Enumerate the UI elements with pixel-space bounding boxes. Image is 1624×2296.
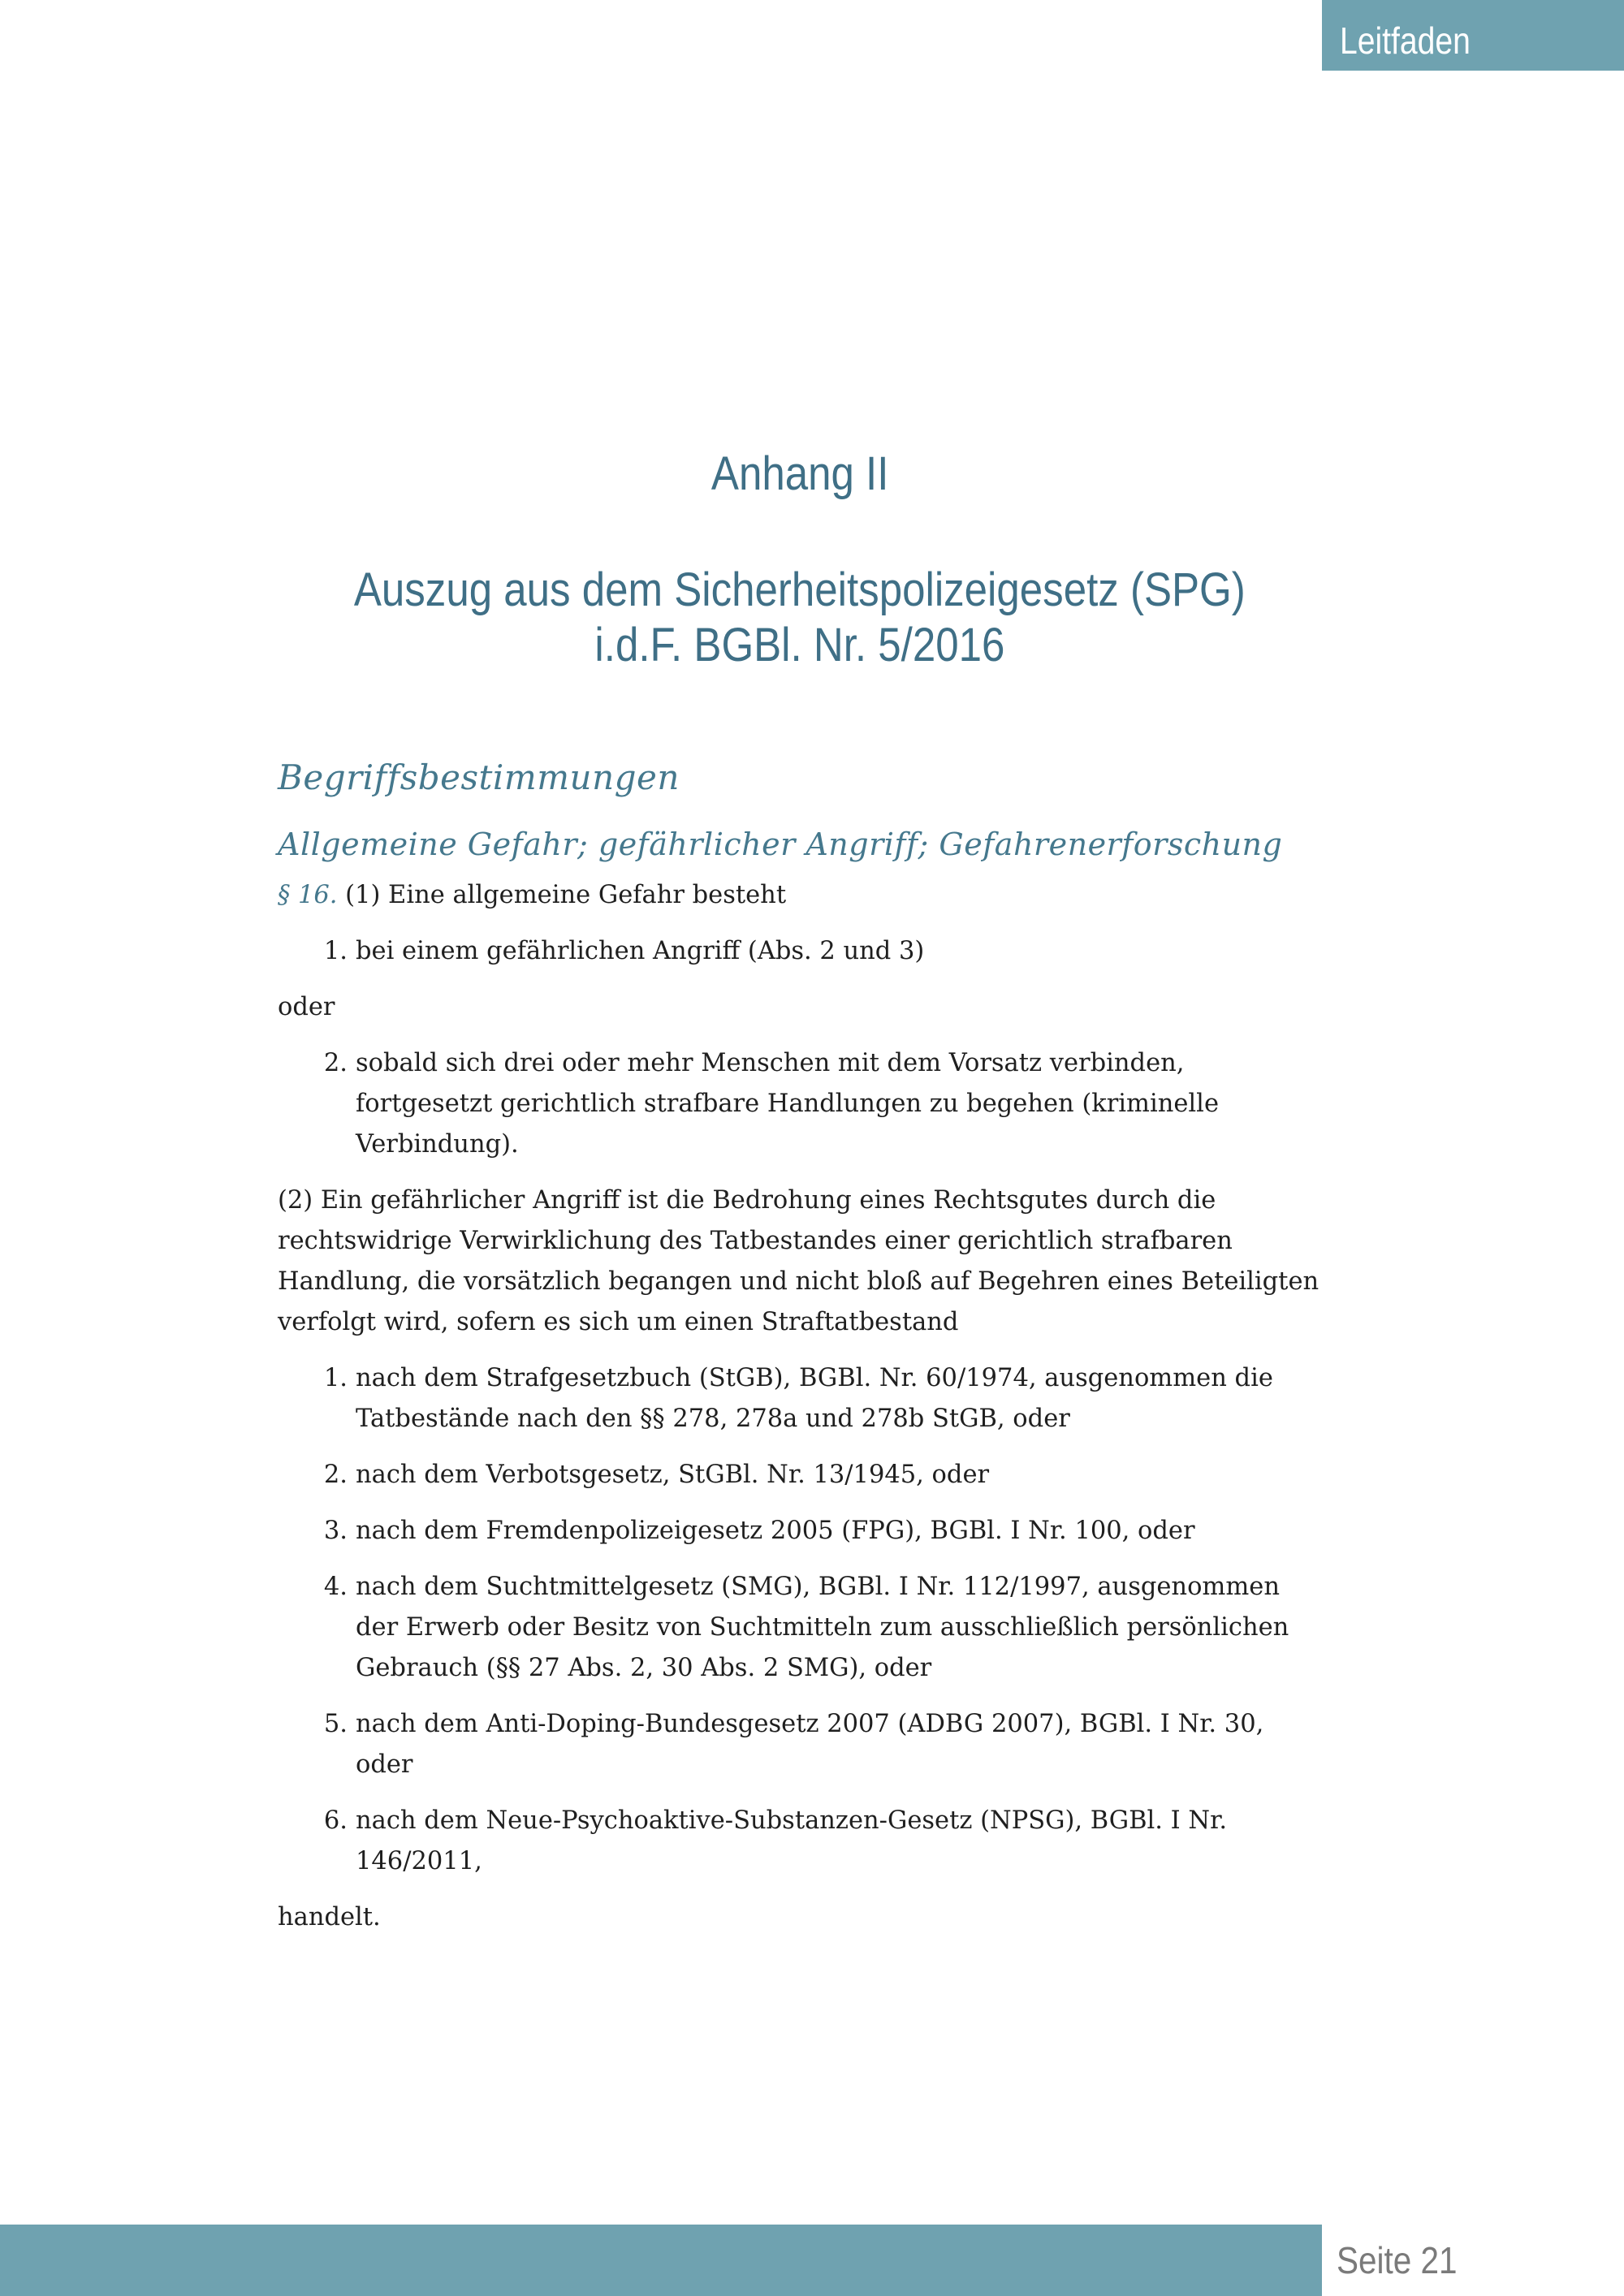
list-item bbox=[278, 1511, 1325, 1552]
paragraph-16-abs2: (2) Ein gefährlicher Angriff ist die Bedrohung eines Rechtsgutes durch die rechtswidrige Verwirklichung des Tatbestandes einer gerichtlich strafbaren Handlung, die vorsätzlich begangen und nicht bloß auf Begehren eines Beteiligten verfolgt wird, sofern es sich um einen Straftatbestand bbox=[278, 1186, 1320, 1336]
section-heading: Begriffsbestimmungen bbox=[278, 757, 680, 797]
title-line-3: i.d.F. BGBl. Nr. 5/2016 bbox=[594, 619, 1005, 671]
list-item-number: 1. bbox=[323, 937, 348, 965]
list-item-text: sobald sich drei oder mehr Menschen mit dem Vorsatz verbinden, fortgesetzt gerichtlich strafbare Handlungen zu begehen (kriminelle Verbindung). bbox=[356, 1049, 1219, 1159]
document-body bbox=[278, 753, 1325, 1953]
list-item-number: 2. bbox=[323, 1049, 348, 1077]
list-item-text: nach dem Anti-Doping-Bundesgesetz 2007 (ADBG 2007), BGBl. I Nr. 30, oder bbox=[356, 1710, 1264, 1779]
list-item-text: nach dem Verbotsgesetz, StGBl. Nr. 13/1945, oder bbox=[356, 1461, 990, 1489]
list-item-text: nach dem Strafgesetzbuch (StGB), BGBl. Nr. 60/1974, ausgenommen die Tatbestände nach den §§ 278, 278a und 278b StGB, oder bbox=[356, 1364, 1273, 1433]
list-item-number: 4. bbox=[323, 1573, 348, 1601]
paragraph-16-abs1 bbox=[278, 875, 1325, 916]
abs1-intro: (1) Eine allgemeine Gefahr besteht bbox=[345, 881, 787, 909]
title-line-2: Auszug aus dem Sicherheitspolizeigesetz (SPG) bbox=[354, 563, 1246, 616]
abs1-list-a bbox=[278, 931, 1325, 972]
page-subtitle bbox=[0, 563, 1600, 673]
footer-bar bbox=[0, 2225, 1322, 2296]
connector-text: oder bbox=[278, 993, 335, 1021]
list-item-number: 5. bbox=[323, 1710, 348, 1738]
page-number bbox=[1337, 2225, 1474, 2296]
closing-text: handelt. bbox=[278, 1903, 381, 1931]
list-item-number: 2. bbox=[323, 1461, 348, 1489]
page-number-label: Seite 21 bbox=[1337, 2239, 1458, 2281]
list-item-text: nach dem Fremdenpolizeigesetz 2005 (FPG), BGBl. I Nr. 100, oder bbox=[356, 1517, 1195, 1545]
list-item-number: 3. bbox=[323, 1517, 348, 1545]
list-item-text: bei einem gefährlichen Angriff (Abs. 2 und 3) bbox=[356, 937, 925, 965]
subsection-heading: Allgemeine Gefahr; gefährlicher Angriff; Gefahrenerforschung bbox=[278, 826, 1283, 862]
list-item-number: 6. bbox=[323, 1806, 348, 1835]
list-item-text: nach dem Suchtmittelgesetz (SMG), BGBl. I Nr. 112/1997, ausgenommen der Erwerb oder Besitz von Suchtmitteln zum ausschließlich persönlichen Gebrauch (§§ 27 Abs. 2, 30 Abs. 2 SMG), oder bbox=[356, 1573, 1289, 1682]
title-line-1: Anhang II bbox=[710, 447, 889, 500]
list-item bbox=[278, 1801, 1325, 1882]
list-item bbox=[278, 1704, 1325, 1785]
list-item bbox=[278, 1567, 1325, 1689]
abs1-list-b bbox=[278, 1043, 1325, 1165]
abs2-list bbox=[278, 1358, 1325, 1882]
page-title bbox=[0, 445, 1600, 503]
header-tab bbox=[1322, 0, 1624, 71]
list-item bbox=[278, 1043, 1325, 1165]
paragraph-number: § 16. bbox=[278, 881, 338, 909]
list-item-number: 1. bbox=[323, 1364, 348, 1392]
list-item bbox=[278, 1455, 1325, 1495]
list-item bbox=[278, 931, 1325, 972]
list-item bbox=[278, 1358, 1325, 1439]
header-tab-label: Leitfaden bbox=[1340, 19, 1471, 62]
list-item-text: nach dem Neue-Psychoaktive-Substanzen-Gesetz (NPSG), BGBl. I Nr. 146/2011, bbox=[356, 1806, 1228, 1875]
